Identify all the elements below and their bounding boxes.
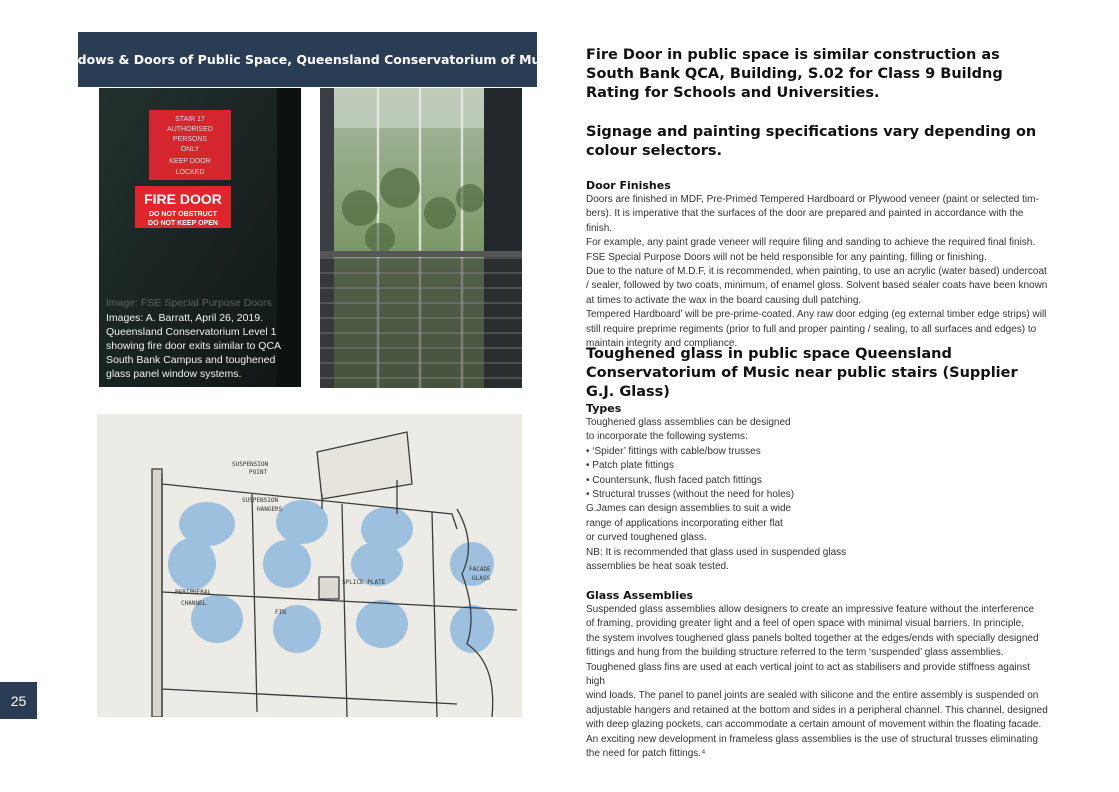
sketch-label: GLASS — [472, 575, 491, 582]
types-section — [586, 402, 1048, 574]
body-line: the system involves toughened glass panels bolted together at the edges/ends with specially designed — [586, 632, 1039, 644]
sign-line: AUTHORISED — [167, 126, 213, 133]
body-line: or curved toughened glass. — [586, 532, 707, 544]
door-finishes-body — [586, 193, 1048, 351]
glass-assemblies-body — [586, 603, 1048, 761]
body-line: Toughened glass assemblies can be designed — [586, 417, 791, 428]
body-line: Doors are finished in MDF, Pre-Primed Tempered Hardboard or Plywood veneer (paint or selected tim- — [586, 194, 1039, 205]
body-line: with deep glazing pockets, can accommodate a certain amount of movement within the floating facade. — [586, 719, 1042, 731]
sign-line: STAIR 17 — [175, 116, 205, 123]
photo-caption: Images: A. Barratt, April 26, 2019. Queensland Conservatorium Level 1 showing fire door exits similar to QCA South Bank Campus and toughened glass panel window systems. — [106, 312, 281, 380]
body-line: An exciting new development in frameless glass assemblies is the use of structural trusses eliminating — [586, 733, 1038, 745]
body-line: • Patch plate fittings — [586, 460, 674, 472]
body-line: G.James can design assemblies to suit a wide — [586, 503, 792, 515]
heading-fire-door: Fire Door in public space is similar construction as South Bank QCA, Building, S.02 for Class 9 Buildng Rating for Schools and Universities. — [586, 47, 1003, 101]
fire-door-sign-line: DO NOT OBSTRUCT — [148, 211, 218, 218]
fire-door-sign-title: FIRE DOOR — [144, 191, 222, 207]
body-line: Toughened glass fins are used at each vertical joint to act as stabilisers and provide stiffness against high — [586, 661, 1030, 688]
types-title: Types — [586, 402, 622, 415]
body-line: still require preprime regiments (prior to full and proper painting / sealing, to all surfaces and edges) to — [586, 323, 1037, 335]
fire-door-photo — [99, 88, 301, 387]
page-banner — [50, 32, 565, 87]
sketch-label: FIN — [275, 609, 286, 616]
page-number-text: 25 — [10, 692, 27, 709]
glass-assemblies-section — [586, 589, 1048, 761]
body-line: at times to activate the wax in the board causing dull patching. — [586, 294, 862, 306]
body-line: of framing, providing greater light and a feel of open space with minimal visual barriers. In principle, — [586, 618, 1024, 630]
heading-toughened-wrap — [586, 345, 1048, 402]
body-line: • Structural trusses (without the need for holes) — [586, 489, 795, 501]
sign-line: ONLY — [180, 146, 200, 153]
body-line: wind loads. The panel to panel joints are sealed with silicone and the entire assembly is suspended on — [586, 690, 1039, 702]
body-line: FSE Special Purpose Doors will not be held responsible for any painting, filling or finishing. — [586, 251, 987, 263]
sketch-label: SPLICE PLATE — [342, 579, 386, 586]
sketch-label: POINT — [249, 469, 268, 476]
body-line: Tempered Hardboard’ will be pre-prime-coated. Any raw door edging (eg external timber edge strips) will — [586, 309, 1047, 321]
sketch-label: PERIPHERAL — [175, 589, 212, 596]
body-line: the need for patch fittings.⁴ — [586, 748, 706, 760]
glass-stairwell-illustration — [320, 88, 522, 388]
sign-line: KEEP DOOR — [169, 158, 211, 165]
body-line: assemblies be heat soak tested. — [586, 561, 729, 573]
body-line: / sealer, followed by two coats, minimum, of enamel gloss. Solvent based sealer coats have been known — [586, 280, 1048, 292]
body-line: Due to the nature of M.D.F, it is recommended, when painting, to use an acrylic (water based) undercoat — [586, 266, 1047, 278]
heading-toughened-glass: Toughened glass in public space Queensland Conservatorium of Music near public stairs (Supplier G.J. Glass) — [586, 346, 1018, 400]
glass-assembly-drawing — [97, 414, 522, 717]
sketch-label: FACADE — [469, 566, 491, 573]
sketch-label: SUSPENSION — [232, 461, 269, 468]
fire-door-sign-line: DO NOT KEEP OPEN — [148, 220, 218, 227]
sketch-label: HANGERS — [257, 506, 283, 513]
types-body — [586, 416, 1048, 574]
body-line: • ‘Spider’ fittings with cable/bow trusses — [586, 445, 761, 457]
door-finishes-title: Door Finishes — [586, 179, 671, 192]
photo-watermark-caption: Image: FSE Special Purpose Doors — [106, 297, 272, 309]
body-line: maintain integrity and compliance. — [586, 338, 738, 350]
body-line: For example, any paint grade veneer will require filing and sanding to achieve the required final finish. — [586, 237, 1036, 249]
page-number — [0, 682, 37, 719]
body-line: NB: It is recommended that glass used in suspended glass — [586, 546, 847, 558]
body-line: to incorporate the following systems: — [586, 431, 748, 443]
sign-line: LOCKED — [175, 169, 205, 176]
door-finishes-section — [586, 179, 1048, 351]
body-line: fittings and hung from the building structure referred to the term ‘suspended’ glass assemblies. — [586, 647, 1004, 659]
right-column — [586, 46, 1048, 103]
heading-signage-wrap — [586, 123, 1048, 161]
sketch-label: CHANNEL — [181, 600, 207, 607]
sketch-label: SUSPENSION — [242, 497, 279, 504]
glass-assemblies-title: Glass Assemblies — [586, 589, 694, 602]
sign-line: PERSONS — [172, 136, 208, 143]
glass-assembly-sketch — [97, 414, 522, 717]
body-line: Suspended glass assemblies allow designers to create an impressive feature without the interference — [586, 604, 1035, 615]
body-line: adjustable hangers and retained at the bottom and sides in a peripheral channel. This channel, designed — [586, 704, 1048, 716]
banner-title: Windows & Doors of Public Space, Queensland Conservatorium of Music. — [50, 52, 565, 67]
body-line: bers). It is imperative that the surfaces of the door are prepared and painted in accordance with the finish. — [586, 208, 1024, 234]
glass-stairwell-photo — [320, 88, 522, 388]
body-line: range of applications incorporating either flat — [586, 517, 783, 529]
heading-signage: Signage and painting specifications vary depending on colour selectors. — [586, 124, 1037, 159]
body-line: • Countersunk, flush faced patch fittings — [586, 474, 762, 486]
